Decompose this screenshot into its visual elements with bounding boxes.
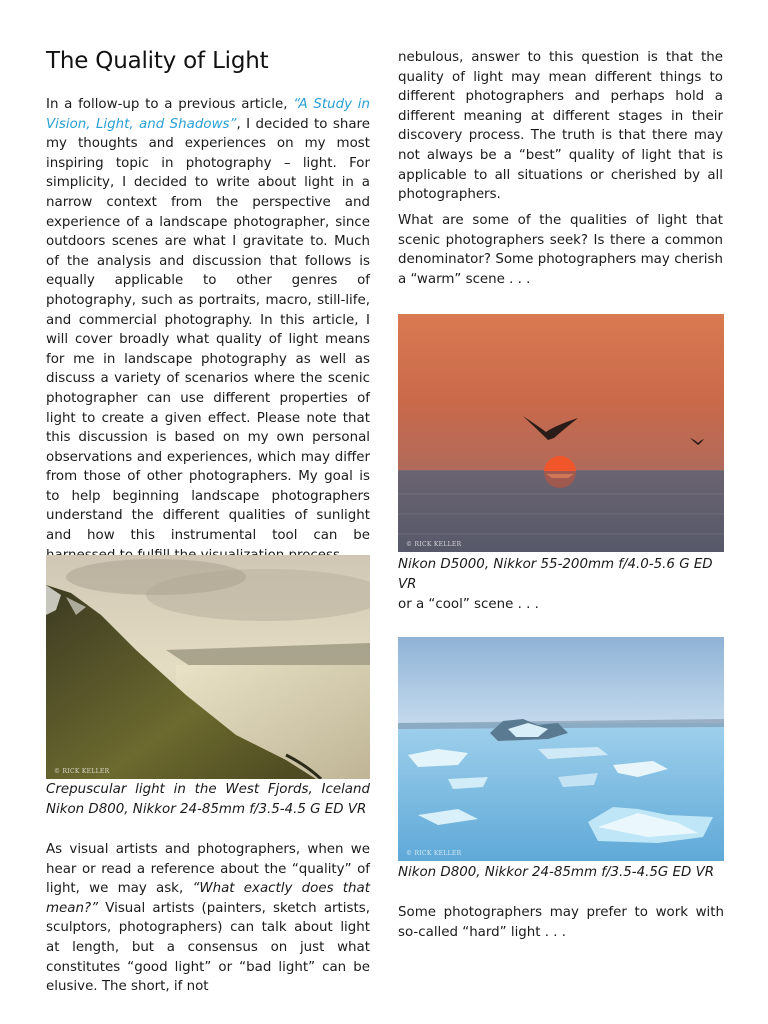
intro-paragraph	[46, 95, 370, 565]
fjord-caption	[46, 780, 370, 819]
sunset-image	[398, 314, 724, 552]
sunset-photo	[398, 314, 724, 552]
fjord-photo	[46, 555, 370, 779]
fjord-image	[46, 555, 370, 779]
icebergs-photo	[398, 637, 724, 861]
sunset-caption: Nikon D5000, Nikkor 55-200mm f/4.0-5.6 G ED VR	[398, 557, 713, 592]
icebergs-photo-credit: © RICK KELLER	[406, 850, 462, 857]
quality-question-paragraph	[46, 840, 370, 997]
hard-light-text: Some photographers may prefer to work with so-called “hard” light . . .	[398, 905, 724, 940]
nebulous-answer-paragraph: nebulous, answer to this question is that the quality of light may mean different things to different photographers and perhaps hold a different meaning at different stages in their discovery process. The truth is that there may not always be a “best” quality of light that is applicable to all situations or cherished by all photographers.	[398, 50, 723, 203]
fjord-caption-location: Crepuscular light in the West Fjords, Iceland	[46, 782, 370, 797]
icebergs-caption: Nikon D800, Nikkor 24-85mm f/3.5-4.5G ED VR	[398, 865, 715, 880]
fjord-caption-gear: Nikon D800, Nikkor 24-85mm f/3.5-4.5 G ED VR	[46, 801, 367, 817]
previous-article-link[interactable]: “A Study in Vision, Light, and Shadows”	[46, 97, 371, 132]
intro-text-rest: , I decided to share my thoughts and experiences on my most inspiring topic in photography – light. For simplicity, I decided to write about light in a narrow context from the perspective and experience of a landscape photographer, since outdoors scenes are what I gravitate to. Much of the analysis and discussion that follows is equally applicable to other genres of photography, such as portraits, macro, still-life, and commercial photography. In this article, I will cover broadly what quality of light means for me in landscape photography as well as discuss a variety of scenarios where the scenic photographer can use different properties of light to create a given effect. Please note that this discussion is based on my own personal observations and experiences, which may differ from those of other photographers. My goal is to help beginning landscape photographers understand the different qualities of sunlight and how this instrumental tool can be	[46, 116, 370, 544]
cool-scene-text: or a “cool” scene . . .	[398, 597, 539, 612]
para2-text-start: As visual artists and photographers, when we hear or read a reference about the “quality” of light, we may ask,	[46, 842, 370, 897]
para2-text-rest: Visual artists (painters, sketch artists, sculptors, photographers) can talk about light at length, but a consensus on just what constitutes “good light” or “bad light” can be elusive. The short, if not	[46, 900, 370, 995]
fjord-photo-credit: © RICK KELLER	[54, 768, 110, 775]
sunset-photo-credit: © RICK KELLER	[406, 541, 462, 548]
icebergs-image	[398, 637, 724, 861]
qualities-paragraph: What are some of the qualities of light that scenic photographers seek? Is there a common denominator? Some photographers may cherish a “warm” scene . . .	[398, 213, 723, 287]
article-title: The Quality of Light	[46, 48, 269, 74]
intro-text-start: In a follow-up to a previous article,	[46, 97, 294, 112]
para2-quote: “What exactly does that mean?”	[46, 881, 370, 916]
